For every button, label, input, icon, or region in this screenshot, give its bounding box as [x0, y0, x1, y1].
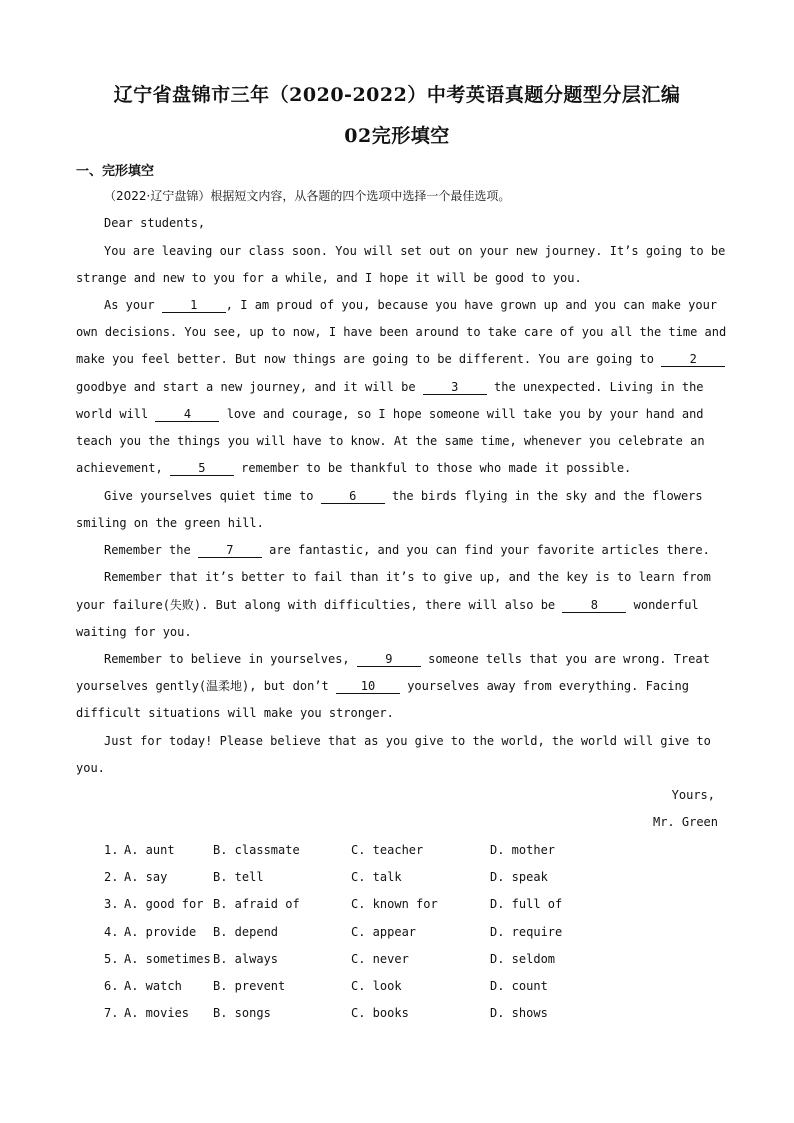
option-a: A. aunt [124, 843, 175, 857]
option-c: C. books [351, 1006, 409, 1020]
letter-signature: Mr. Green [652, 815, 718, 829]
paragraph-2-line-5: world will 4 love and courage, so I hope someone will take you by your hand and [76, 407, 704, 421]
document-title: 辽宁省盘锦市三年（2020-2022）中考英语真题分题型分层汇编 [113, 84, 681, 106]
section-heading: 一、完形填空 [76, 164, 155, 179]
option-b: B. always [213, 952, 279, 966]
option-c: C. never [351, 952, 409, 966]
option-d: D. shows [490, 1006, 548, 1020]
option-a: A. good for [124, 897, 204, 911]
blank-10: 10 [336, 680, 400, 694]
option-d: D. seldom [490, 952, 556, 966]
paragraph-2-line-3: make you feel better. But now things are going to be different. You are going to 2 [76, 352, 725, 367]
paragraph-5-line-2: your failure(失败). But along with difficulties, there will also be 8 wonderful [76, 598, 699, 612]
option-c: C. talk [351, 870, 402, 884]
option-d: D. mother [490, 843, 556, 857]
paragraph-6-line-2: yourselves gently(温柔地), but don’t 10 yourselves away from everything. Facing [76, 679, 689, 693]
option-b: B. tell [213, 870, 264, 884]
question-number: 4. [104, 925, 119, 939]
paragraph-1-line-1: You are leaving our class soon. You will set out on your new journey. It’s going to be [104, 244, 726, 258]
paragraph-7-line-2: you. [76, 761, 105, 775]
option-b: B. depend [213, 925, 279, 939]
option-c: C. teacher [351, 843, 424, 857]
blank-8: 8 [562, 599, 626, 613]
blank-6: 6 [321, 490, 385, 504]
option-d: D. speak [490, 870, 548, 884]
paragraph-5-line-1: Remember that it’s better to fail than it’s to give up, and the key is to learn from [104, 570, 711, 584]
blank-4: 4 [155, 408, 219, 422]
option-b: B. songs [213, 1006, 271, 1020]
blank-7: 7 [198, 544, 262, 558]
paragraph-4-line-1: Remember the 7 are fantastic, and you can find your favorite articles there. [104, 543, 710, 557]
paragraph-6-line-3: difficult situations will make you stronger. [76, 706, 394, 720]
option-a: A. sometimes [124, 952, 211, 966]
option-a: A. say [124, 870, 168, 884]
paragraph-3-line-1: Give yourselves quiet time to 6 the birds flying in the sky and the flowers [104, 489, 703, 503]
letter-closing: Yours, [671, 788, 715, 802]
question-number: 1. [104, 843, 119, 857]
paragraph-2-line-4: goodbye and start a new journey, and it will be 3 the unexpected. Living in the [76, 380, 704, 394]
question-number: 2. [104, 870, 119, 884]
paragraph-5-line-3: waiting for you. [76, 625, 192, 639]
option-a: A. watch [124, 979, 182, 993]
greeting: Dear students, [104, 216, 206, 230]
option-b: B. afraid of [213, 897, 300, 911]
paragraph-2-line-2: own decisions. You see, up to now, I have been around to take care of you all the time and [76, 325, 727, 339]
paragraph-2-line-1: As your 1 , I am proud of you, because you have grown up and you can make your [104, 298, 718, 312]
option-d: D. count [490, 979, 548, 993]
question-number: 3. [104, 897, 119, 911]
blank-5: 5 [170, 462, 234, 476]
paragraph-2-line-6: teach you the things you will have to know. At the same time, whenever you celebrate an [76, 434, 705, 448]
blank-2: 2 [661, 353, 725, 367]
question-number: 6. [104, 979, 119, 993]
blank-1: 1 [162, 299, 226, 313]
option-b: B. prevent [213, 979, 286, 993]
option-c: C. appear [351, 925, 417, 939]
paragraph-7-line-1: Just for today! Please believe that as you give to the world, the world will give to [104, 734, 711, 748]
option-d: D. full of [490, 897, 563, 911]
question-number: 7. [104, 1006, 119, 1020]
option-c: C. known for [351, 897, 438, 911]
option-d: D. require [490, 925, 563, 939]
paragraph-6-line-1: Remember to believe in yourselves, 9 someone tells that you are wrong. Treat [104, 652, 710, 666]
option-c: C. look [351, 979, 402, 993]
paragraph-2-line-7: achievement, 5 remember to be thankful to those who made it possible. [76, 461, 632, 475]
paragraph-1-line-2: strange and new to you for a while, and I hope it will be good to you. [76, 271, 582, 285]
blank-9: 9 [357, 653, 421, 667]
question-number: 5. [104, 952, 119, 966]
paragraph-3-line-2: smiling on the green hill. [76, 516, 264, 530]
option-a: A. movies [124, 1006, 190, 1020]
document-subtitle: 02完形填空 [344, 125, 450, 147]
blank-3: 3 [423, 381, 487, 395]
instruction: （2022·辽宁盘锦）根据短文内容，从各题的四个选项中选择一个最佳选项。 [104, 189, 511, 203]
option-b: B. classmate [213, 843, 300, 857]
option-a: A. provide [124, 925, 197, 939]
